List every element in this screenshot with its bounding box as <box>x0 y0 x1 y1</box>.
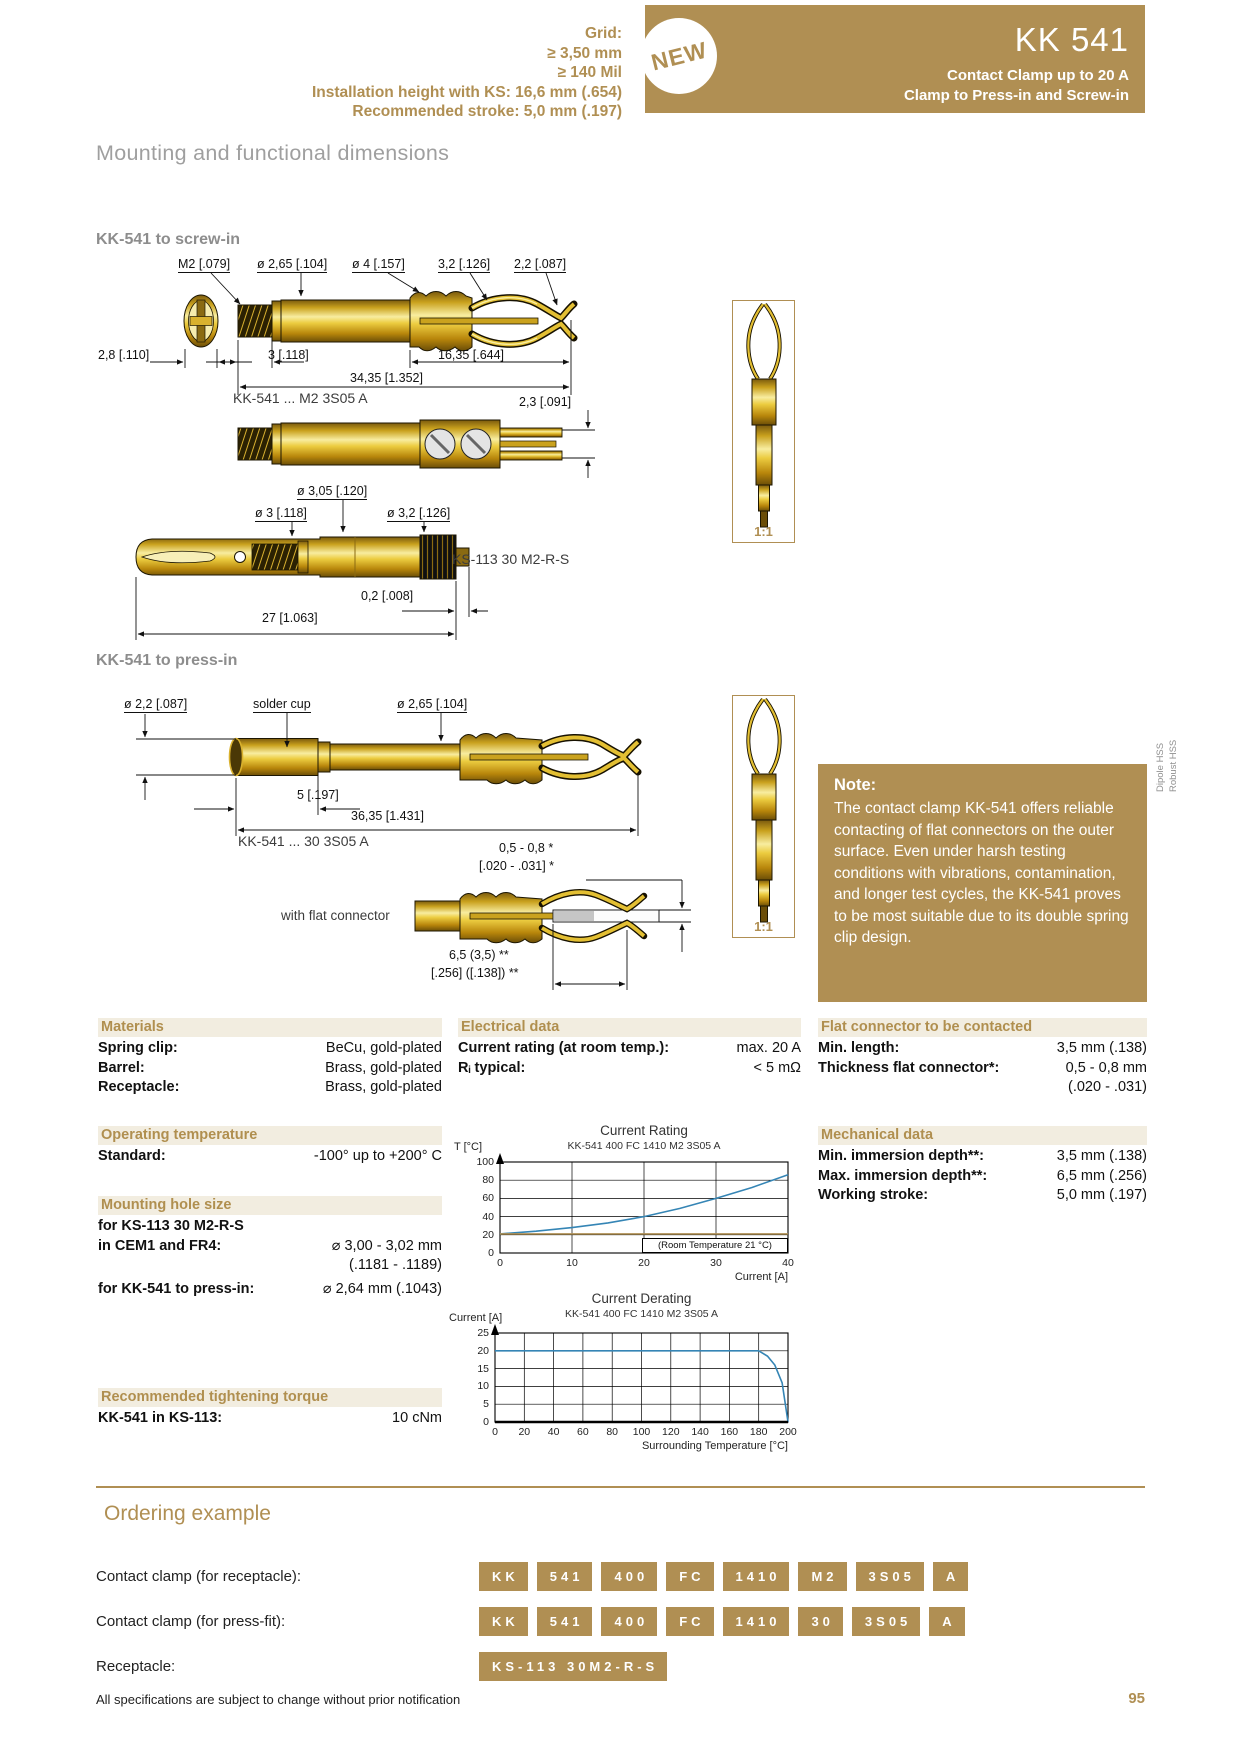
dim-clip-width: 3,2 [.126] <box>438 257 491 271</box>
x-tick-label: 60 <box>577 1426 589 1438</box>
spec-label: Barrel: <box>98 1059 145 1076</box>
scale-box-screw-in <box>732 300 795 543</box>
spec-row <box>818 1186 1147 1206</box>
ordering-code-box: 1410 <box>723 1562 790 1591</box>
spec-value: (.1181 - .1189) <box>349 1257 442 1273</box>
section-header-operating <box>98 1126 442 1145</box>
x-tick-label: 0 <box>492 1426 498 1438</box>
spec-value: ⌀ 2,64 mm (.1043) <box>322 1280 442 1297</box>
spec-value: Brass, gold-plated <box>325 1059 442 1076</box>
spec-value: Brass, gold-plated <box>325 1079 442 1095</box>
dim-sleeve-diameter: ø 4 [.157] <box>352 257 405 271</box>
spec-label: KK-541 in KS-113: <box>98 1410 223 1426</box>
y-tick-label: 0 <box>483 1416 489 1428</box>
y-tick-label: 0 <box>488 1247 494 1259</box>
x-tick-label: 40 <box>547 1426 560 1438</box>
grid-label: Grid: <box>584 25 622 42</box>
x-tick-label: 20 <box>638 1257 650 1269</box>
flat-connector-section <box>818 1018 1147 1098</box>
spec-value: < 5 mΩ <box>753 1059 801 1076</box>
spec-row <box>98 1039 442 1059</box>
section-header-electrical <box>458 1018 801 1037</box>
dim-receptacle-d305: ø 3,05 [.120] <box>297 484 368 498</box>
x-tick-label: 40 <box>782 1257 794 1269</box>
ordering-code-box: A <box>929 1607 964 1636</box>
new-badge-label: NEW <box>648 36 710 75</box>
spec-label: Min. length: <box>818 1040 900 1056</box>
recommended-stroke: Recommended stroke: 5,0 mm (.197) <box>352 103 622 120</box>
spec-row <box>98 1409 442 1429</box>
spec-row <box>818 1039 1147 1059</box>
spec-value: 5,0 mm (.197) <box>1056 1187 1147 1203</box>
screw-in-heading: KK-541 to screw-in <box>96 231 241 248</box>
electrical-section <box>458 1018 801 1078</box>
ordering-code-box: KK <box>479 1562 528 1591</box>
spec-value: 0,5 - 0,8 mm <box>1065 1059 1147 1076</box>
spec-value: 10 cNm <box>392 1410 442 1426</box>
ordering-code-row <box>479 1562 968 1591</box>
section-header-materials <box>98 1018 442 1037</box>
spec-label: Standard: <box>98 1148 166 1164</box>
side-tab <box>1155 692 1179 792</box>
x-tick-label: 160 <box>720 1426 739 1438</box>
x-tick-label: 80 <box>606 1426 619 1438</box>
ordering-code-box: FC <box>666 1607 713 1636</box>
dim-total-length-screw: 34,35 [1.352] <box>350 371 423 385</box>
product-subtitle-1: Contact Clamp up to 20 A <box>947 67 1129 84</box>
section-title: Operating temperature <box>101 1127 258 1143</box>
spec-row <box>818 1147 1147 1167</box>
section-header-flat-connector <box>818 1018 1147 1037</box>
mounting-intro: for KS-113 30 M2-R-S <box>98 1218 244 1234</box>
ordering-code-row <box>479 1607 965 1636</box>
y-tick-label: 15 <box>477 1362 489 1375</box>
ordering-code-box: 3S05 <box>856 1562 924 1591</box>
section-divider <box>96 1486 1145 1488</box>
tightening-torque-section <box>98 1388 442 1429</box>
spec-row <box>458 1039 801 1059</box>
ordering-code-box: 541 <box>537 1607 593 1636</box>
ordering-code-box: 541 <box>537 1562 593 1591</box>
part-number-screw: KK-541 ... M2 3S05 A <box>233 390 368 406</box>
ordering-code-box: FC <box>666 1562 713 1591</box>
dim-immersion-depth-inch: [.256] ([.138]) ** <box>431 966 519 980</box>
dim-barrel-diameter: ø 2,65 [.104] <box>257 257 328 271</box>
y-tick-label: 40 <box>482 1210 494 1223</box>
dim-flat-thickness: 0,5 - 0,8 * <box>499 841 554 855</box>
page-title: Mounting and functional dimensions <box>96 141 450 165</box>
dim-thread-m2: M2 [.079] <box>178 257 231 271</box>
spec-value: ⌀ 3,00 - 3,02 mm <box>331 1237 442 1254</box>
dim-receptacle-d32: ø 3,2 [.126] <box>387 506 451 520</box>
dim-tip-width: 2,2 [.087] <box>514 257 567 271</box>
spec-label: Current rating (at room temp.): <box>458 1040 670 1056</box>
spec-label: Receptacle: <box>98 1079 180 1095</box>
x-tick-label: 200 <box>779 1426 797 1438</box>
note-title: Note: <box>834 776 877 794</box>
spec-value: -100° up to +200° C <box>313 1148 442 1164</box>
grid-mm: ≥ 3,50 mm <box>547 44 622 62</box>
y-axis-label: Current [A] <box>449 1312 503 1324</box>
y-tick-label: 60 <box>482 1192 494 1205</box>
section-title: Mechanical data <box>821 1127 934 1143</box>
spec-row <box>98 1078 442 1098</box>
ordering-code-box: 3S05 <box>852 1607 920 1636</box>
x-tick-label: 140 <box>691 1426 709 1438</box>
dim-fork-width: 2,3 [.091] <box>519 395 572 409</box>
side-tab-label: Dipole HSS <box>1155 742 1166 792</box>
section-title: Flat connector to be contacted <box>821 1019 1033 1035</box>
chart-subtitle: KK-541 400 FC 1410 M2 3S05 A <box>565 1308 718 1320</box>
ordering-row-label: Receptacle: <box>96 1658 176 1675</box>
product-title: KK 541 <box>1014 21 1129 58</box>
note-body: The contact clamp KK-541 offers reliable contacting of flat connectors on the outer surface. Even under harsh testing conditions with vibrations, contamination, and longer test cycles, the KK-541 proves to be most suitable due to its double spring clip design. <box>834 800 1129 946</box>
spec-value: 3,5 mm (.138) <box>1056 1148 1147 1164</box>
y-axis-label: T [°C] <box>454 1141 483 1153</box>
chart-annotation: (Room Temperature 21 °C) <box>642 1238 788 1253</box>
footer-disclaimer: All specifications are subject to change without prior notification <box>96 1692 461 1707</box>
spec-row <box>98 1059 442 1079</box>
y-tick-label: 20 <box>482 1228 494 1241</box>
ordering-row-label: Contact clamp (for receptacle): <box>96 1568 302 1585</box>
mechanical-data-section <box>818 1126 1147 1206</box>
chart-title: Current Rating <box>600 1123 688 1138</box>
spec-row <box>458 1059 801 1079</box>
dim-receptacle-d3: ø 3 [.118] <box>255 506 307 520</box>
ordering-code-box: 1410 <box>723 1607 790 1636</box>
spec-label: Thickness flat connector*: <box>818 1059 1000 1076</box>
spec-row <box>818 1167 1147 1187</box>
spec-label: Working stroke: <box>818 1187 929 1203</box>
chart-title: Current Derating <box>591 1291 692 1306</box>
with-flat-connector-label: with flat connector <box>281 908 390 923</box>
operating-temperature-section <box>98 1126 442 1167</box>
scale-label: 1:1 <box>754 919 773 934</box>
x-tick-label: 180 <box>749 1426 768 1438</box>
spec-label: Min. immersion depth**: <box>818 1148 984 1164</box>
spec-label: in CEM1 and FR4: <box>98 1237 222 1254</box>
part-number-press: KK-541 ... 30 3S05 A <box>238 833 369 849</box>
spec-row <box>818 1078 1147 1098</box>
x-tick-label: 0 <box>497 1257 503 1269</box>
grid-mil: ≥ 140 Mil <box>557 64 622 81</box>
spec-row <box>818 1059 1147 1079</box>
press-in-heading: KK-541 to press-in <box>96 652 238 669</box>
page-number: 95 <box>1128 1690 1145 1707</box>
ordering-code-box: 400 <box>601 1607 657 1636</box>
section-title: Materials <box>101 1019 164 1035</box>
y-tick-label: 10 <box>477 1380 489 1393</box>
materials-section <box>98 1018 442 1098</box>
dim-end-view: 2,8 [.110] <box>98 348 150 362</box>
dim-cup-length: 5 [.197] <box>297 788 339 802</box>
section-title: Recommended tightening torque <box>101 1389 329 1405</box>
x-tick-label: 20 <box>518 1426 531 1438</box>
dim-clip-length: 16,35 [.644] <box>438 348 505 362</box>
header-spec-block <box>200 24 622 122</box>
ordering-code-row <box>479 1652 667 1681</box>
x-tick-label: 120 <box>662 1426 680 1438</box>
spec-value: 3,5 mm (.138) <box>1056 1040 1147 1056</box>
scale-label: 1:1 <box>754 524 773 539</box>
mounting-hole-section <box>98 1196 442 1299</box>
x-axis-label: Current [A] <box>734 1271 788 1283</box>
spec-value: (.020 - .031) <box>1068 1079 1147 1095</box>
product-title-block <box>645 5 1145 113</box>
spec-row <box>98 1147 442 1167</box>
installation-height: Installation height with KS: 16,6 mm (.654) <box>311 83 622 101</box>
spec-label: Max. immersion depth**: <box>818 1167 988 1184</box>
new-badge <box>641 18 717 94</box>
x-tick-label: 10 <box>566 1257 578 1269</box>
y-tick-label: 100 <box>476 1156 494 1168</box>
press-in-drawing <box>90 690 750 1000</box>
ordering-example-title: Ordering example <box>104 1502 271 1525</box>
spec-label: Spring clip: <box>98 1040 178 1056</box>
ordering-code-box: 30 <box>798 1607 842 1636</box>
dim-solder-cup-label: solder cup <box>253 697 311 711</box>
dim-immersion-depth: 6,5 (3,5) ** <box>449 948 509 962</box>
spec-value: BeCu, gold-plated <box>325 1040 442 1056</box>
ordering-code-box: 400 <box>601 1562 657 1591</box>
side-tab-label: Robust HSS <box>1168 739 1179 792</box>
y-tick-label: 20 <box>477 1344 489 1357</box>
spec-row <box>98 1280 442 1300</box>
screw-in-drawing <box>90 250 610 650</box>
probe-actual-size-icon <box>733 301 796 544</box>
y-tick-label: 80 <box>482 1174 494 1187</box>
dim-thread-length: 3 [.118] <box>268 348 309 362</box>
spec-label: for KK-541 to press-in: <box>98 1280 255 1297</box>
spec-row <box>98 1256 442 1276</box>
y-tick-label: 25 <box>477 1327 489 1339</box>
dim-solder-cup-diameter: ø 2,2 [.087] <box>124 697 188 711</box>
part-number-receptacle: KS-113 30 M2-R-S <box>452 551 570 567</box>
x-axis-label: Surrounding Temperature [°C] <box>641 1440 788 1452</box>
dim-barrel-diameter-press: ø 2,65 [.104] <box>397 697 468 711</box>
section-header-torque <box>98 1388 442 1407</box>
dim-receptacle-length: 27 [1.063] <box>262 611 318 625</box>
section-header-mechanical <box>818 1126 1147 1145</box>
note-box <box>818 764 1147 1002</box>
chart-subtitle: KK-541 400 FC 1410 M2 3S05 A <box>567 1140 721 1152</box>
product-subtitle-2: Clamp to Press-in and Screw-in <box>903 87 1129 104</box>
spec-value: max. 20 A <box>736 1040 801 1056</box>
spec-row <box>98 1237 442 1257</box>
section-header-mounting <box>98 1196 442 1215</box>
y-tick-label: 5 <box>483 1398 489 1411</box>
dim-total-length-press: 36,35 [1.431] <box>351 809 424 823</box>
ordering-code-box: KS-113 30M2-R-S <box>479 1652 667 1681</box>
dim-pin-length: 0,2 [.008] <box>361 589 414 603</box>
current-derating-chart <box>428 1288 802 1466</box>
spec-value: 6,5 mm (.256) <box>1056 1167 1147 1184</box>
ordering-code-box: M2 <box>798 1562 846 1591</box>
section-title: Mounting hole size <box>101 1197 232 1213</box>
spec-label: Rᵢ typical: <box>458 1059 526 1076</box>
section-title: Electrical data <box>461 1019 560 1035</box>
ordering-code-box: KK <box>479 1607 528 1636</box>
ordering-code-box: A <box>933 1562 968 1591</box>
current-rating-chart <box>455 1120 800 1295</box>
x-tick-label: 100 <box>632 1426 651 1438</box>
dim-flat-thickness-inch: [.020 - .031] * <box>479 859 555 873</box>
ordering-row-label: Contact clamp (for press-fit): <box>96 1613 286 1630</box>
x-tick-label: 30 <box>710 1257 722 1269</box>
